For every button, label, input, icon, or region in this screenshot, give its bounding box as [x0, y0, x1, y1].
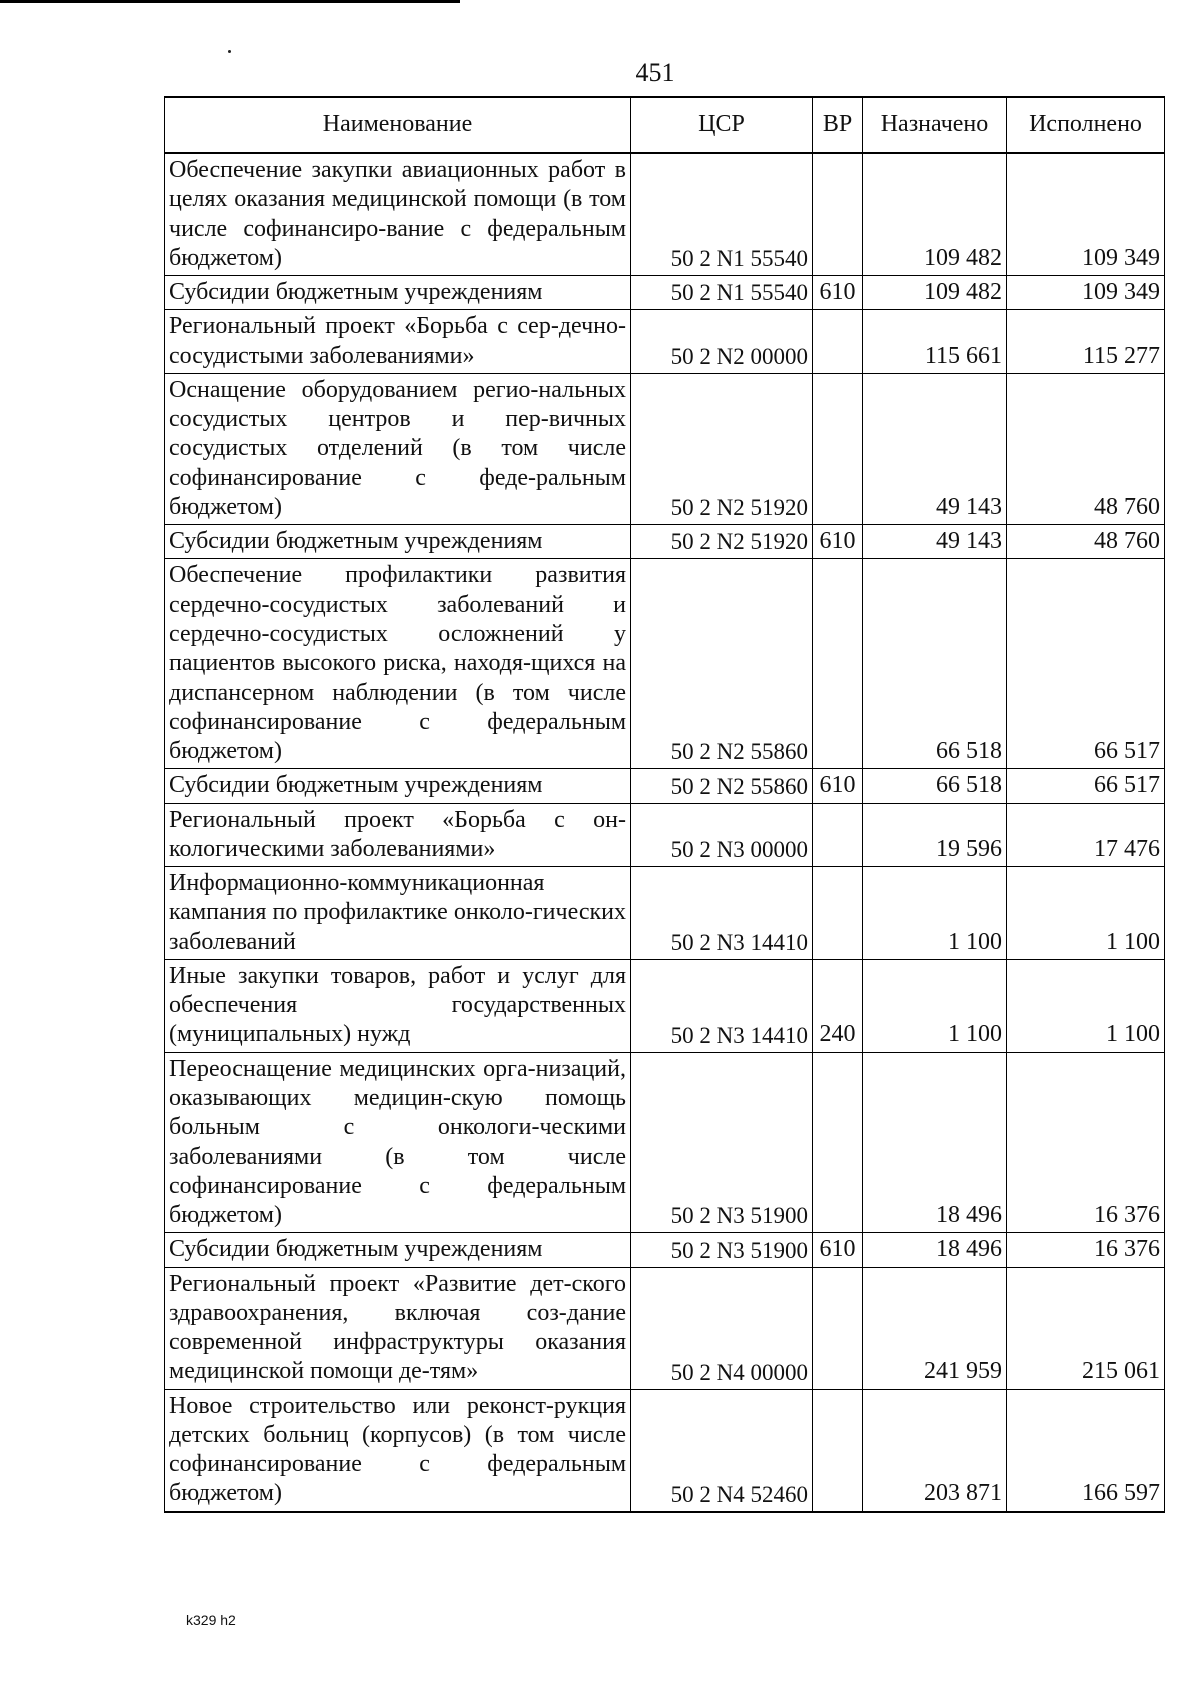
cell-name: Переоснащение медицинских орга-низаций, оказывающих медицин-скую помощь больным с онкологи-ческими заболеваниями (в том числе софинансирование с федеральным бюджетом)	[165, 1052, 631, 1233]
table-row	[165, 769, 1165, 803]
cell-name: Региональный проект «Развитие дет-ского здравоохранения, включая соз-дание современной инфраструктуры оказания медицинской помощи де-тям»	[165, 1267, 631, 1389]
page-number: 451	[635, 58, 675, 87]
table-row	[165, 1052, 1165, 1233]
cell-csr: 50 2 N3 51900	[631, 1233, 813, 1267]
cell-vr	[813, 1389, 863, 1512]
cell-name: Субсидии бюджетным учреждениям	[165, 525, 631, 559]
cell-vr	[813, 559, 863, 769]
cell-name: Субсидии бюджетным учреждениям	[165, 276, 631, 310]
cell-executed: 16 376	[1007, 1052, 1165, 1233]
cell-executed: 48 760	[1007, 373, 1165, 524]
table-row	[165, 1267, 1165, 1389]
cell-executed: 115 277	[1007, 310, 1165, 374]
cell-assigned: 1 100	[863, 867, 1007, 960]
cell-assigned: 18 496	[863, 1052, 1007, 1233]
cell-executed: 166 597	[1007, 1389, 1165, 1512]
cell-csr: 50 2 N2 55860	[631, 769, 813, 803]
cell-assigned: 19 596	[863, 803, 1007, 867]
cell-vr: 610	[813, 525, 863, 559]
cell-assigned: 66 518	[863, 769, 1007, 803]
cell-vr: 610	[813, 1233, 863, 1267]
table-row	[165, 276, 1165, 310]
cell-assigned: 203 871	[863, 1389, 1007, 1512]
header-vr: ВР	[813, 97, 863, 153]
table-row	[165, 310, 1165, 374]
footer-code: k329 h2	[186, 1612, 236, 1628]
cell-executed: 66 517	[1007, 559, 1165, 769]
scan-speck	[228, 50, 231, 53]
cell-assigned: 109 482	[863, 153, 1007, 276]
cell-vr: 240	[813, 959, 863, 1052]
cell-assigned: 241 959	[863, 1267, 1007, 1389]
cell-name: Оснащение оборудованием регио-нальных сосудистых центров и пер-вичных сосудистых отделений (в том числе софинансирование с феде-ральным бюджетом)	[165, 373, 631, 524]
header-name: Наименование	[165, 97, 631, 153]
cell-vr: 610	[813, 276, 863, 310]
cell-csr: 50 2 N3 00000	[631, 803, 813, 867]
cell-vr	[813, 867, 863, 960]
cell-csr: 50 2 N3 51900	[631, 1052, 813, 1233]
cell-csr: 50 2 N1 55540	[631, 276, 813, 310]
cell-executed: 48 760	[1007, 525, 1165, 559]
cell-vr	[813, 1052, 863, 1233]
table-header-row	[165, 97, 1165, 153]
table-row	[165, 525, 1165, 559]
header-assigned: Назначено	[863, 97, 1007, 153]
cell-vr	[813, 153, 863, 276]
cell-executed: 215 061	[1007, 1267, 1165, 1389]
table-row	[165, 153, 1165, 276]
table-row	[165, 803, 1165, 867]
cell-name: Обеспечение закупки авиационных работ в целях оказания медицинской помощи (в том числе софинансиро-вание с федеральным бюджетом)	[165, 153, 631, 276]
cell-executed: 1 100	[1007, 959, 1165, 1052]
table-row	[165, 373, 1165, 524]
cell-vr	[813, 310, 863, 374]
cell-csr: 50 2 N4 00000	[631, 1267, 813, 1389]
table-row	[165, 559, 1165, 769]
cell-csr: 50 2 N2 51920	[631, 373, 813, 524]
cell-csr: 50 2 N4 52460	[631, 1389, 813, 1512]
cell-csr: 50 2 N2 51920	[631, 525, 813, 559]
cell-executed: 109 349	[1007, 276, 1165, 310]
cell-vr	[813, 1267, 863, 1389]
cell-assigned: 49 143	[863, 525, 1007, 559]
cell-vr	[813, 373, 863, 524]
cell-name: Информационно-коммуникационная кампания по профилактике онколо-гических заболеваний	[165, 867, 631, 960]
cell-name: Региональный проект «Борьба с он-кологическими заболеваниями»	[165, 803, 631, 867]
cell-csr: 50 2 N3 14410	[631, 867, 813, 960]
cell-assigned: 115 661	[863, 310, 1007, 374]
cell-vr: 610	[813, 769, 863, 803]
cell-name: Новое строительство или реконст-рукция детских больниц (корпусов) (в том числе софинансирование с федеральным бюджетом)	[165, 1389, 631, 1512]
cell-vr	[813, 803, 863, 867]
table-row	[165, 1389, 1165, 1512]
cell-csr: 50 2 N3 14410	[631, 959, 813, 1052]
cell-csr: 50 2 N2 55860	[631, 559, 813, 769]
cell-name: Субсидии бюджетным учреждениям	[165, 769, 631, 803]
cell-executed: 17 476	[1007, 803, 1165, 867]
cell-name: Региональный проект «Борьба с сер-дечно-сосудистыми заболеваниями»	[165, 310, 631, 374]
header-csr: ЦСР	[631, 97, 813, 153]
cell-assigned: 66 518	[863, 559, 1007, 769]
cell-assigned: 1 100	[863, 959, 1007, 1052]
table-row	[165, 867, 1165, 960]
cell-assigned: 49 143	[863, 373, 1007, 524]
cell-assigned: 109 482	[863, 276, 1007, 310]
budget-table	[164, 96, 1165, 1513]
cell-executed: 66 517	[1007, 769, 1165, 803]
cell-csr: 50 2 N1 55540	[631, 153, 813, 276]
cell-assigned: 18 496	[863, 1233, 1007, 1267]
cell-name: Иные закупки товаров, работ и услуг для обеспечения государственных (муниципальных) нужд	[165, 959, 631, 1052]
table-body	[165, 153, 1165, 1512]
cell-executed: 109 349	[1007, 153, 1165, 276]
scan-edge-line	[0, 0, 460, 3]
cell-executed: 16 376	[1007, 1233, 1165, 1267]
cell-executed: 1 100	[1007, 867, 1165, 960]
header-executed: Исполнено	[1007, 97, 1165, 153]
cell-name: Субсидии бюджетным учреждениям	[165, 1233, 631, 1267]
cell-name: Обеспечение профилактики развития сердечно-сосудистых заболеваний и сердечно-сосудистых осложнений у пациентов высокого риска, находя-щихся на диспансерном наблюдении (в том числе софинансирование с федеральным бюджетом)	[165, 559, 631, 769]
table-row	[165, 1233, 1165, 1267]
cell-csr: 50 2 N2 00000	[631, 310, 813, 374]
table-row	[165, 959, 1165, 1052]
